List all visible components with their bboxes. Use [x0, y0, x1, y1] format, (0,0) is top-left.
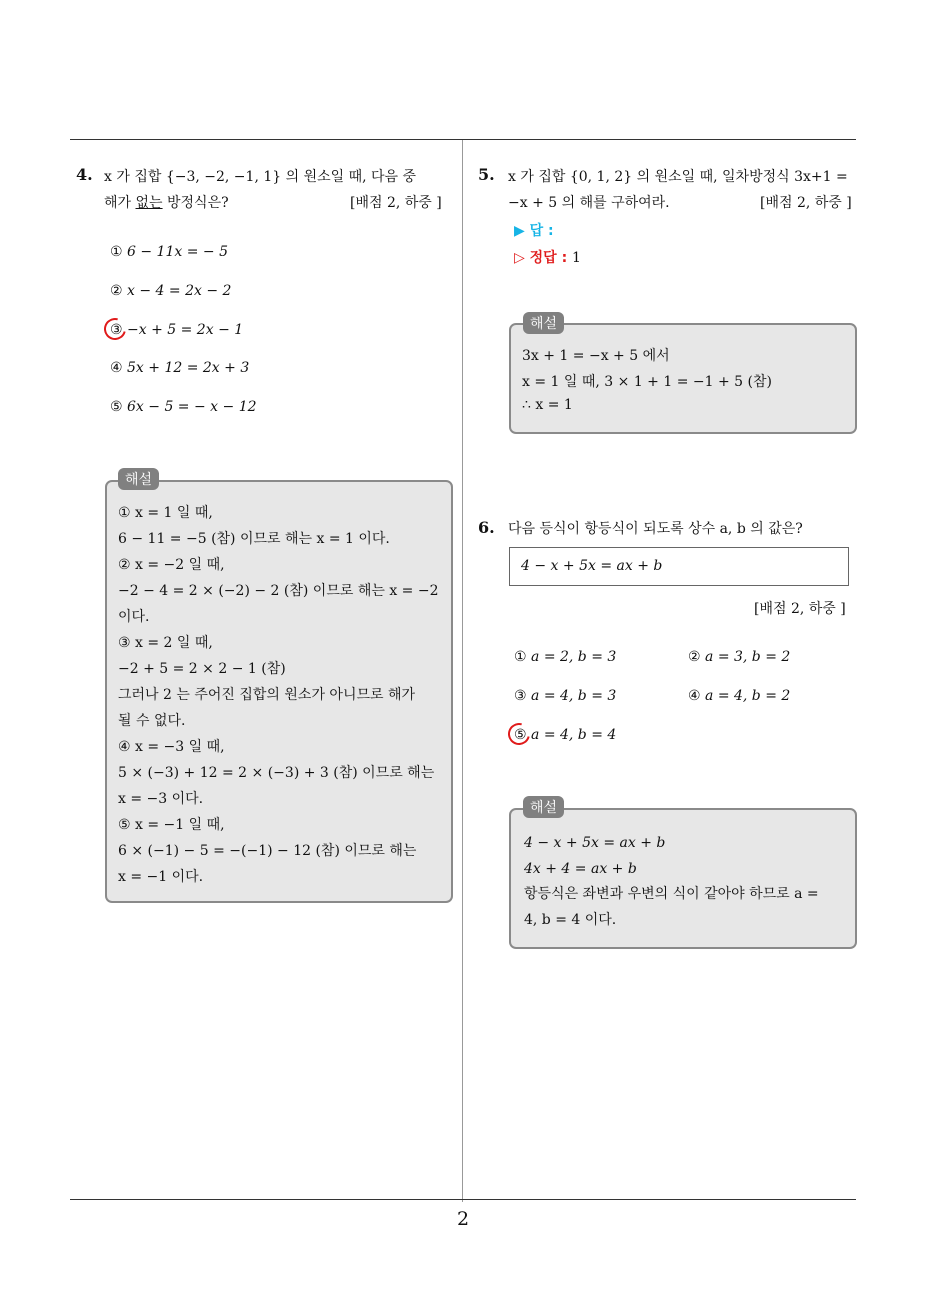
q6-score-meta: [배점 2, 하중 ]	[754, 601, 846, 617]
q4-explain-line: ⑤ x = −1 일 때,	[118, 817, 225, 833]
column-divider	[462, 140, 463, 1202]
q6-explain-line: 4, b = 4 이다.	[524, 912, 617, 928]
q5-explain-line: ∴ x = 1	[522, 397, 573, 413]
q5-explain-line: x = 1 일 때, 3 × 1 + 1 = −1 + 5 (참)	[522, 374, 772, 390]
q6-explain-line: 4 − x + 5x = ax + b	[524, 835, 666, 851]
top-rule	[70, 139, 856, 140]
q6-choice-1-text: a = 2, b = 3	[531, 649, 617, 665]
q4-choice-5-mark: ⑤	[110, 399, 123, 415]
q4-choice-1[interactable]	[110, 244, 228, 260]
q5-correct-answer	[514, 247, 581, 267]
q4-choice-4-text: 5x + 12 = 2x + 3	[127, 360, 250, 376]
q6-choice-3-mark: ③	[514, 688, 527, 704]
q6-choice-3-text: a = 4, b = 3	[531, 688, 617, 704]
q6-number: 6.	[478, 518, 495, 537]
q4-explain-line: 6 − 11 = −5 (참) 이므로 해는 x = 1 이다.	[118, 531, 390, 547]
q4-explain-line: ④ x = −3 일 때,	[118, 739, 225, 755]
q4-explain-line: −2 + 5 = 2 × 2 − 1 (참)	[118, 661, 286, 677]
q4-explain-line: 될 수 없다.	[118, 713, 186, 729]
q4-explain-line: 5 × (−3) + 12 = 2 × (−3) + 3 (참) 이므로 해는	[118, 765, 435, 781]
q4-choice-2-mark: ②	[110, 283, 123, 299]
q6-choice-4[interactable]	[688, 688, 790, 704]
page-number: 2	[456, 1208, 470, 1230]
q6-choice-1[interactable]	[514, 649, 616, 665]
q5-explain-line: 3x + 1 = −x + 5 에서	[522, 348, 670, 364]
q4-explain-line: x = −1 이다.	[118, 869, 204, 885]
q4-explain-line: ③ x = 2 일 때,	[118, 635, 213, 651]
q4-prompt-line1: x 가 집합 {−3, −2, −1, 1} 의 원소일 때, 다음 중	[104, 169, 417, 185]
q5-number: 5.	[478, 165, 495, 184]
q4-choice-3[interactable]	[110, 322, 243, 338]
q4-number: 4.	[76, 165, 93, 184]
q4-choice-1-text: 6 − 11x = − 5	[127, 244, 228, 260]
q5-correct-value: 1	[572, 250, 581, 266]
q6-choice-5[interactable]	[514, 727, 616, 743]
q6-choice-4-mark: ④	[688, 688, 701, 704]
q4-prompt-line2b: 방정식은?	[162, 195, 229, 211]
q4-choice-5[interactable]	[110, 399, 257, 415]
q6-choice-5-mark: ⑤	[514, 727, 527, 743]
q4-score-meta: [배점 2, 하중 ]	[350, 195, 442, 211]
q6-equation: 4 − x + 5x = ax + b	[521, 558, 663, 574]
q4-prompt-line2	[104, 192, 229, 212]
q6-choice-1-mark: ①	[514, 649, 527, 665]
q4-explain-line: −2 − 4 = 2 × (−2) − 2 (참) 이므로 해는 x = −2	[118, 583, 439, 599]
q6-choice-4-text: a = 4, b = 2	[705, 688, 791, 704]
q6-choice-2-mark: ②	[688, 649, 701, 665]
q5-score-meta: [배점 2, 하중 ]	[760, 195, 852, 211]
q6-explain-line: 4x + 4 = ax + b	[524, 861, 637, 877]
q5-prompt-line1: x 가 집합 {0, 1, 2} 의 원소일 때, 일차방정식 3x+1 =	[508, 169, 848, 185]
q4-choice-2-text: x − 4 = 2x − 2	[127, 283, 232, 299]
q6-explain-line: 항등식은 좌변과 우변의 식이 같아야 하므로 a =	[524, 886, 819, 902]
q4-choice-4[interactable]	[110, 360, 249, 376]
q5-explanation-tag: 해설	[523, 312, 564, 334]
q5-correct-label: ▷ 정답 :	[514, 250, 568, 266]
q4-explain-line: ① x = 1 일 때,	[118, 505, 213, 521]
bottom-rule	[70, 1199, 856, 1200]
q4-choice-4-mark: ④	[110, 360, 123, 376]
q4-explain-line: ② x = −2 일 때,	[118, 557, 225, 573]
q6-prompt-line1: 다음 등식이 항등식이 되도록 상수 a, b 의 값은?	[508, 521, 803, 537]
q4-choice-2[interactable]	[110, 283, 231, 299]
q6-choice-2[interactable]	[688, 649, 790, 665]
q4-explain-line: 그러나 2 는 주어진 집합의 원소가 아니므로 해가	[118, 687, 416, 703]
q4-choice-1-mark: ①	[110, 244, 123, 260]
q4-explain-line: 6 × (−1) − 5 = −(−1) − 12 (참) 이므로 해는	[118, 843, 417, 859]
q5-answer-label: ▶ 답 :	[514, 223, 554, 239]
q4-underlined-word: 없는	[135, 195, 163, 211]
q4-explain-line: 이다.	[118, 609, 150, 625]
q6-choice-5-text: a = 4, b = 4	[531, 727, 617, 743]
q4-choice-5-text: 6x − 5 = − x − 12	[127, 399, 257, 415]
q4-choice-3-mark: ③	[110, 322, 123, 338]
q4-explanation-tag: 해설	[118, 468, 159, 490]
q6-choice-2-text: a = 3, b = 2	[705, 649, 791, 665]
q5-prompt-line2: −x + 5 의 해를 구하여라.	[508, 195, 670, 211]
q6-choice-3[interactable]	[514, 688, 616, 704]
q4-choice-3-text: −x + 5 = 2x − 1	[127, 322, 244, 338]
q6-explanation-tag: 해설	[523, 796, 564, 818]
q4-prompt-line2a: 해가	[104, 195, 136, 211]
q4-explain-line: x = −3 이다.	[118, 791, 204, 807]
